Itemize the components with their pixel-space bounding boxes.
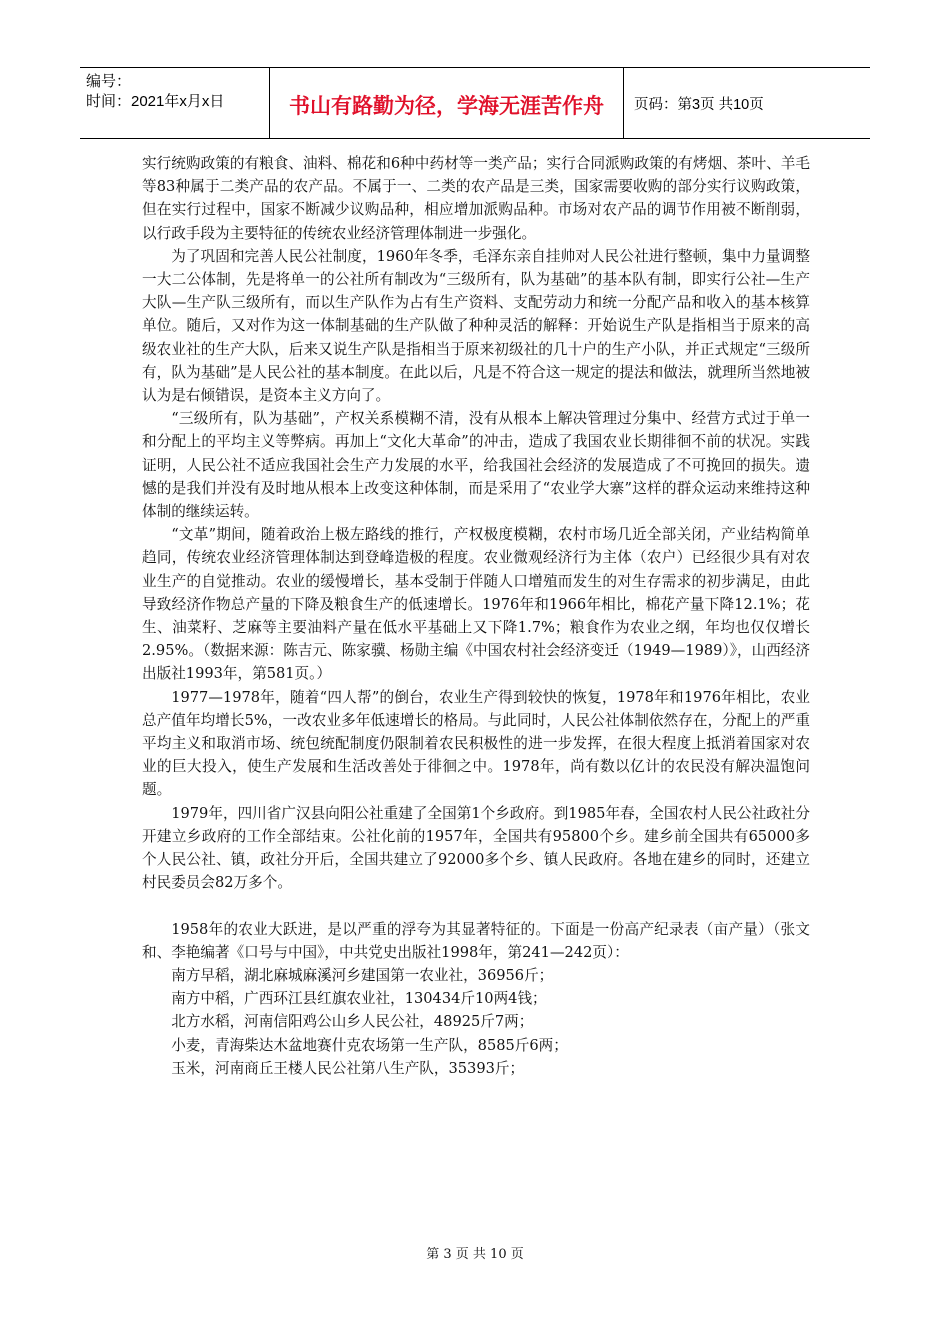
record-item: 北方水稻，河南信阳鸡公山乡人民公社，48925斤7两； xyxy=(171,1013,534,1031)
header-motto: 书山有路勤为径，学海无涯苦作舟 xyxy=(270,68,624,138)
header-page-info: 页码：第3页 共10页 xyxy=(634,96,764,113)
paragraph: 为了巩固和完善人民公社制度，1960年冬季，毛泽东亲自挂帅对人民公社进行整顿，集中力量调整一大二公体制，先是将单一的公社所有制改为“三级所有，队为基础”的基本队有制，即实行公社—生产大队—生产队三级所有，而以生产队作为占有生产资料、支配劳动力和统一分配产品和收入的基本核算单位。随后，又对作为这一体制基础的生产队做了种种灵活的解释：开始说生产队是指相当于原来的高级农业社的生产大队，后来又说生产队是指相当于原来初级社的几十户的生产小队，并正式规定“三级所有，队为基础”是人民公社的基本制度。在此以后，凡是不符合这一规定的提法和做法，就理所当然地被认为是右倾错误，是资本主义方向了。 xyxy=(142,247,810,405)
paragraph: “三级所有，队为基础”，产权关系模糊不清，没有从根本上解决管理过分集中、经营方式过于单一和分配上的平均主义等弊病。再加上“文化大革命”的冲击，造成了我国农业长期徘徊不前的状况。实践证明，人民公社不适应我国社会生产力发展的水平，给我国社会经济的发展造成了不可挽回的损失。遗憾的是我们并没有及时地从根本上改变这种体制，而是采用了“农业学大寨”这样的群众运动来维持这种体制的继续运转。 xyxy=(142,410,810,521)
page-header xyxy=(80,67,870,139)
paragraph: 1958年的农业大跃进，是以严重的浮夸为其显著特征的。下面是一份高产纪录表（亩产量）（张文和、李艳编著《口号与中国》，中共党史出版社1998年，第241—242页）： xyxy=(142,920,810,961)
document-body xyxy=(142,152,810,1080)
document-number-label: 编号： xyxy=(86,73,132,90)
document-time-label: 时间：2021年x月x日 xyxy=(86,93,225,110)
record-item: 玉米，河南商丘王楼人民公社第八生产队，35393斤； xyxy=(171,1059,525,1077)
paragraph-spacer xyxy=(142,895,810,918)
paragraph: 1977—1978年，随着“四人帮”的倒台，农业生产得到较快的恢复，1978年和1976年相比，农业总产值年均增长5%，一改农业多年低速增长的格局。与此同时，人民公社体制依然存在，分配上的严重平均主义和取消市场、统包统配制度仍限制着农民积极性的进一步发挥，在很大程度上抵消着国家对农业的巨大投入，使生产发展和生活改善处于徘徊之中。1978年，尚有数以亿计的农民没有解决温饱问题。 xyxy=(142,688,810,799)
record-item: 南方中稻，广西环江县红旗农业社，130434斤10两4钱； xyxy=(171,990,547,1008)
paragraph: 1979年，四川省广汉县向阳公社重建了全国第1个乡政府。到1985年春，全国农村人民公社政社分开建立乡政府的工作全部结束。公社化前的1957年，全国共有95800个乡。建乡前全国共有65000多个人民公社、镇，政社分开后，全国共建立了92000多个乡、镇人民政府。各地在建乡的同时，还建立村民委员会82万多个。 xyxy=(142,804,810,892)
header-meta xyxy=(80,68,270,138)
record-item: 南方早稻，湖北麻城麻溪河乡建国第一农业社，36956斤； xyxy=(171,966,554,984)
record-item: 小麦，青海柴达木盆地赛什克农场第一生产队，8585斤6两； xyxy=(171,1036,568,1054)
paragraph: “文革”期间，随着政治上极左路线的推行，产权极度模糊，农村市场几近全部关闭，产业结构简单趋同，传统农业经济管理体制达到登峰造极的程度。农业微观经济行为主体（农户）已经很少具有对农业生产的自觉推动。农业的缓慢增长，基本受制于伴随人口增殖而发生的对生存需求的初步满足，由此导致经济作物总产量的下降及粮食生产的低速增长。1976年和1966年相比，棉花产量下降12.1%；花生、油菜籽、芝麻等主要油料产量在低水平基础上又下降1.7%；粮食作为农业之纲，年均也仅仅增长2.95%。（数据来源：陈吉元、陈家骥、杨勋主编《中国农村社会经济变迁（1949—1989）》，山西经济出版社1993年，第581页。） xyxy=(142,526,810,683)
paragraph: 实行统购政策的有粮食、油料、棉花和6种中药材等一类产品；实行合同派购政策的有烤烟、茶叶、羊毛等83种属于二类产品的农产品。不属于一、二类的农产品是三类，国家需要收购的部分实行议购政策，但在实行过程中，国家不断减少议购品种，相应增加派购品种。市场对农产品的调节作用被不断削弱，以行政手段为主要特征的传统农业经济管理体制进一步强化。 xyxy=(142,155,810,242)
page-footer: 第 3 页 共 10 页 xyxy=(426,1247,524,1262)
